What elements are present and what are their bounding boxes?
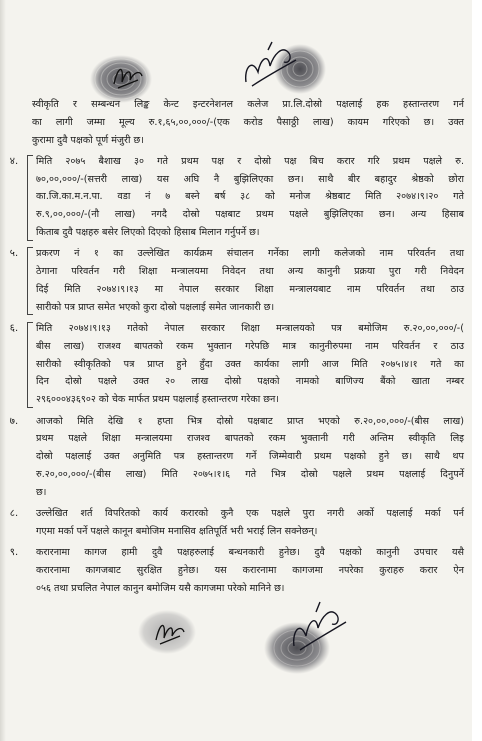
clause-number: ८. (9, 508, 19, 520)
text-line: आजको मिति देखि १ हप्ता भित्र दोस्रो पक्षबाट प्राप्त भएको रु.२०,००,०००/-(बीस लाख) (36, 415, 464, 427)
clause-bracket (27, 155, 33, 241)
text-line: करारनामा कागज हामी दुवै पक्षहरुलाई बन्धनकारी हुनेछ। दुवै पक्षको कानुनी उपचार यसै (36, 547, 464, 559)
clause-number: ४. (9, 155, 19, 167)
text-line: रु.९,००,०००/-(नौ लाख) नगदै दोस्रो पक्षबाट प्रथम पक्षले बुझिलिएका छन। अन्य हिसाब (36, 209, 464, 221)
text-line: २९६०००४३६९०२ को चेक मार्फत प्रथम पक्षलाई हस्तान्तरण गरेका छन। (36, 394, 279, 406)
text-line: छ। (36, 486, 47, 498)
clause-5 (9, 245, 464, 316)
text-line: दिन दोस्रो पक्षले उक्त २० लाख दोस्रो पक्षको नामको बाणिज्य बैंको खाता नम्बर (36, 376, 464, 388)
clause-bracket (27, 247, 33, 315)
text-line: उल्लेखित शर्त विपरितको कार्य करारको कुनै एक पक्षले पुरा नगरी अर्को पक्षलाई मर्का पर्न (36, 508, 464, 520)
clause-number: ९. (9, 547, 19, 559)
text-line: मिति २०७४।९।१३ गतेको नेपाल सरकार शिक्षा मन्त्रालयको पत्र बमोजिम रु.२०,००,०००/-( (36, 323, 464, 335)
clause-number: ७. (9, 415, 19, 427)
text-line: दिई मिति २०७४।९।१३ मा नेपाल सरकार शिक्षा मन्त्रालयबाट नाम परिवर्तन तथा ठाउ (36, 283, 464, 295)
clause-number: ५. (9, 248, 19, 260)
clause-9 (9, 544, 464, 597)
clause-number: ६. (9, 323, 19, 335)
text-line: स्वीकृति र सम्बन्धन लिङ्क केन्ट इन्टरनेशनल कलेज प्रा.लि.दोस्रो पक्षलाई हक हस्तान्तरण गर्न (32, 99, 464, 110)
text-line: ०५६ तथा प्रचलित नेपाल कानुन बमोजिम यसै कागजमा परेको मानिने छ। (36, 582, 285, 594)
clause-7 (9, 413, 464, 502)
clause-4 (9, 153, 464, 242)
text-line: ७०,००,०००/-(सत्तरी लाख) यस अघि नै बुझिलिएका छन। साथै बीर बहादुर श्रेष्ठको छोरा (36, 173, 464, 185)
signature-bottom-right (286, 598, 352, 654)
text-line: सारीको पत्र प्राप्त समेत भएको कुरा दोस्रो पक्षलाई समेत जानकारी छ। (36, 301, 275, 313)
clause-bracket (27, 322, 33, 408)
text-line: बीस लाख) राजश्व बापतको रकम भुक्तान गरेपछि मात्र कानुनीरुपमा नाम परिवर्तन र ठाउ (36, 340, 464, 352)
clause-intro (24, 96, 464, 149)
clause-8 (9, 505, 464, 541)
text-line: मिति २०७५ बैशाख ३० गते प्रथम पक्ष र दोस्रो पक्ष बिच करार गरि प्रथम पक्षले रु. (36, 155, 464, 167)
text-line: किताब दुवै पक्षहरु बसेर लिएको दिएको हिसाब मिलान गर्नुपर्ने छ। (36, 227, 260, 239)
clause-6 (9, 320, 464, 409)
text-line: रु.२०,००,०००/-(बीस लाख) मिति २०७५।१।६ गते भित्र दोस्रो पक्षले प्रथम पक्षलाई दिनुपर्ने (36, 468, 464, 480)
text-line: ठेगाना परिवर्तन गरी शिक्षा मन्त्रालयमा निवेदन तथा अन्य कानुनी प्रक्रया पुरा गरी निवेदन (36, 266, 464, 278)
text-line: का.जि.का.म.न.पा. वडा नं ७ बस्ने बर्ष ३८ को मनोज श्रेष्ठबाट मिति २०७४।९।२० गते (36, 191, 464, 203)
text-line: दोस्रो पक्षलाई उक्त अनुमिति पत्र हस्तान्तरण गर्ने जिम्मेवारी प्रथम पक्षको हुने छ। साथै थप (36, 451, 464, 463)
text-line: सारीको स्वीकृतिको पत्र प्राप्त हुने हुँदा उक्त कार्यका लागी आज मिति २०७५।४।१ गते का (36, 358, 464, 370)
signature-top-right (238, 38, 302, 90)
scan-edge (472, 0, 482, 741)
text-line: प्रथम पक्षले शिक्षा मन्त्रालयमा राजश्व बापतको रकम भुक्तानी गरी अन्तिम स्वीकृति लिइ (36, 433, 464, 445)
text-line: कुरामा दुवै पक्षको पूर्ण मंजुरी छ। (32, 134, 144, 146)
text-line: गएमा मर्का पर्ने पक्षले कानून बमोजिम मनासिव क्षतिपूर्ति भरी भराई लिन सक्नेछन्। (36, 525, 318, 537)
contract-clauses (9, 96, 464, 598)
signature-top-left (108, 60, 148, 92)
text-line: प्रकरण नं १ का उल्लेखित कार्यक्रम संचालन गर्नेका लागी कलेजको नाम परिवर्तन तथा (36, 248, 464, 260)
text-line: का लागी जम्मा मूल्य रु.१,६५,००,०००/-(एक करोड पैसाठ्ठी लाख) कायम गरिएको छ। उक्त (32, 116, 464, 128)
text-line: करारनामा कागजबाट सुरक्षित हुनेछ। यस करारनामा कागजमा नपरेका कुराहरु करार ऐन (36, 564, 464, 576)
signature-bottom-left (150, 614, 190, 648)
